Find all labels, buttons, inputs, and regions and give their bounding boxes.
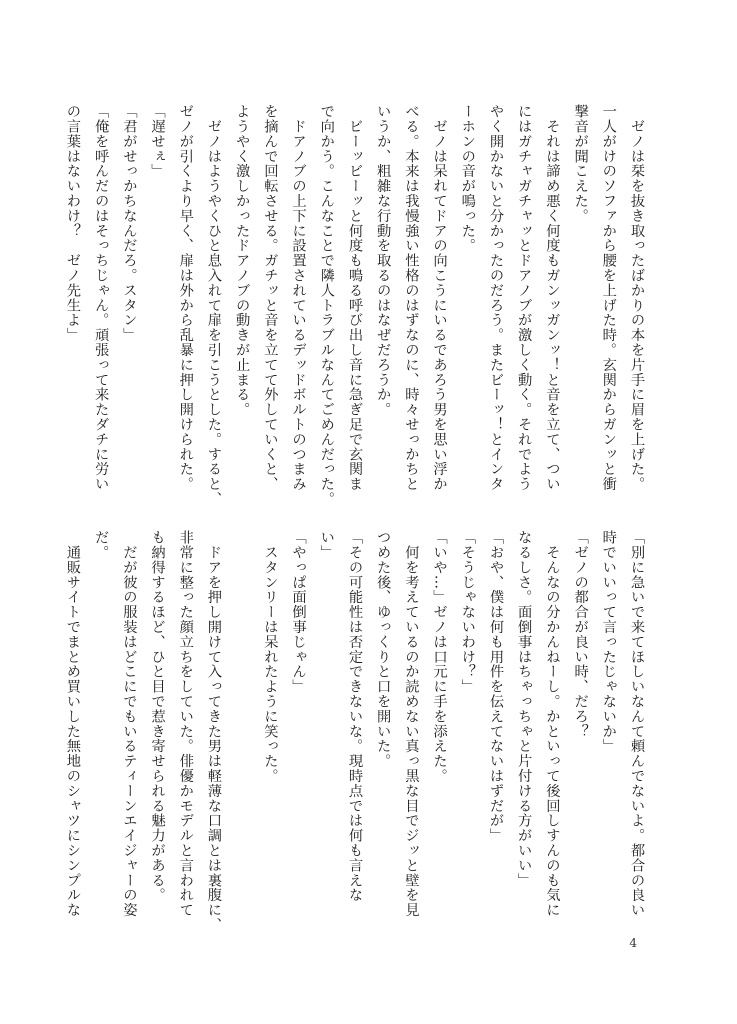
text-line: ゼノは呆れてドアの向こうにいるであろう男を思い浮か — [431, 104, 448, 492]
text-line: 「俺を呼んだのはそっちじゃん。頑張って来たダチに労い — [93, 104, 110, 492]
text-line: だが彼の服装はどこにでもいるティーンエイジャーの姿 — [121, 530, 138, 918]
text-line: にはガチャガチャッとドアノブが激しく動く。それでよう — [516, 104, 533, 492]
upper-text-block — [59, 104, 651, 507]
text-line: ドアを押し開けて入ってきた男は軽薄な口調とは裏腹に、 — [205, 530, 222, 933]
text-line: いうか、粗雑な行動を取るのはなぜだろうか。 — [375, 104, 392, 417]
text-line: ゼノは栞を抜き取ったばかりの本を片手に眉を上げた。 — [629, 104, 645, 492]
text-line: ーホンの音が鳴った。 — [459, 104, 476, 253]
text-line: の言葉はないわけ？ ゼノ先生よ」 — [64, 104, 81, 343]
text-line: も納得するほど、ひと目で惹き寄せられる魅力がある。 — [149, 530, 166, 903]
text-line: ゼノが引くより早く、扉は外から乱暴に押し開けられた。 — [177, 104, 194, 492]
text-line: そんなの分かんねーし。かといって後回しすんのも気に — [544, 530, 561, 918]
text-line: 「そうじゃないわけ？」 — [459, 530, 476, 694]
text-line: だ。 — [93, 530, 110, 560]
text-line: 撃音が聞こえた。 — [572, 104, 589, 224]
text-line: ゼノはようやくひと息入れて扉を引こうとした。すると、 — [205, 104, 222, 507]
text-line: やく開かないと分かったのだろう。またビーッ！とインタ — [487, 104, 504, 492]
text-line: 「君がせっかちなんだろ。スタン」 — [121, 104, 138, 343]
text-line: 非常に整った顔立ちをしていた。俳優かモデルと言われて — [177, 530, 194, 918]
text-line: 一人がけのソファから腰を上げた時。玄関からガンッと衝 — [600, 104, 617, 492]
text-line — [228, 530, 256, 922]
text-line: 「おや、僕は何も用件を伝えてないはずだが」 — [487, 530, 504, 843]
text-line: 時でいいって言ったじゃないか」 — [600, 530, 617, 754]
text-line: なるしさ。面倒事はちゃっちゃと片付ける方がいい」 — [516, 530, 533, 888]
text-line: 「ゼノの都合が良い時、だろ？ — [572, 530, 589, 739]
text-line: ドアノブの上下に設置されているデッドボルトのつまみ — [290, 104, 307, 492]
text-line: つめた後、ゆっくりと口を開いた。 — [375, 530, 392, 769]
text-line: べる。本来は我慢強い性格のはずなのに、時々せっかちと — [403, 104, 420, 492]
text-line: い」 — [318, 530, 335, 560]
text-line: 「いや…」ゼノは口元に手を添えた。 — [431, 530, 448, 784]
text-line: 「やっぱ面倒事じゃん」 — [290, 530, 307, 694]
text-line: それは諦め悪く何度もガンッガンッ！と音を立て、つい — [544, 104, 561, 492]
text-line: ようやく激しかったドアノブの動きが止まる。 — [234, 104, 251, 417]
text-line: ビーッビーッと何度も鳴る呼び出し音に急ぎ足で玄関ま — [346, 104, 363, 492]
text-line: 通販サイトでまとめ買いした無地のシャツにシンプルな — [64, 530, 81, 918]
text-line: を摘んで回転させる。ガチッと音を立てて外していくと、 — [262, 104, 279, 492]
text-line: 「その可能性は否定できないな。現時点では何も言えな — [346, 530, 363, 903]
lower-text-block — [59, 530, 651, 933]
text-line: スタンリーは呆れたように笑った。 — [262, 530, 279, 784]
text-line: 「遅せぇ」 — [149, 104, 166, 179]
text-line: 「別に急いで来てほしいなんて頼んでないよ。都合の良い — [629, 530, 645, 918]
page-number: 4 — [629, 936, 637, 950]
text-line: 何を考えているのか読めない真っ黒な目でジッと壁を見 — [403, 530, 420, 918]
text-line: で向かう。こんなことで隣人トラブルなんてごめんだった。 — [318, 104, 335, 507]
